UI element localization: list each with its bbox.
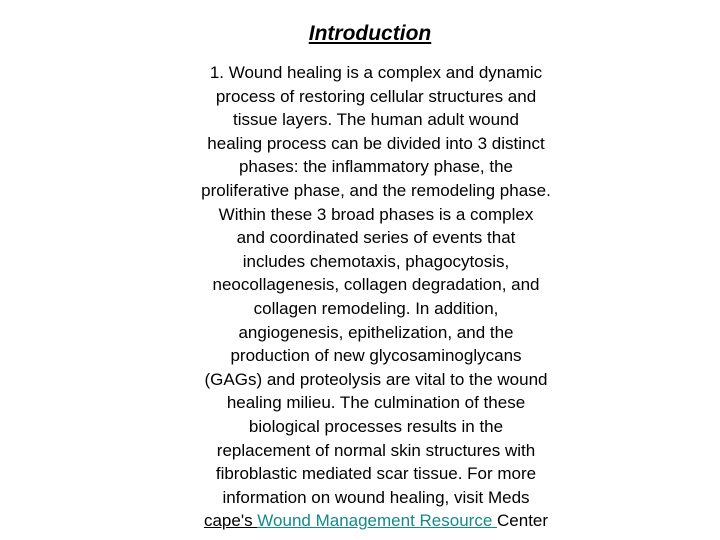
paragraph-line: biological processes results in the	[248, 416, 504, 436]
paragraph-last-line	[158, 509, 594, 533]
paragraph-line: 1. Wound healing is a complex and dynamic	[209, 63, 543, 82]
paragraph-line: (GAGs) and proteolysis are vital to the wound	[204, 369, 548, 389]
paragraph-line: process of restoring cellular structures and	[215, 86, 537, 106]
paragraph-line: phases: the inflammatory phase, the	[238, 157, 514, 177]
wound-management-resource-link[interactable]: Wound Management Resource	[257, 511, 498, 531]
paragraph-line: fibroblastic mediated scar tissue. For more	[215, 464, 537, 484]
paragraph-line: information on wound healing, visit Meds	[222, 487, 530, 507]
paragraph-line: replacement of normal skin structures with	[216, 440, 536, 460]
paragraph-line: Within these 3 broad phases is a complex	[218, 204, 534, 224]
link-prefix-text: cape's	[203, 511, 258, 531]
paragraph-line: healing milieu. The culmination of these	[226, 393, 526, 413]
paragraph-line: neocollagenesis, collagen degradation, and	[212, 275, 540, 295]
paragraph-line: proliferative phase, and the remodeling phase.	[201, 180, 551, 200]
paragraph-line: production of new glycosaminoglycans	[230, 346, 522, 366]
slide-title: Introduction	[308, 22, 432, 45]
paragraph-line: includes chemotaxis, phagocytosis,	[242, 251, 510, 271]
link-suffix-text: Center	[497, 511, 549, 531]
paragraph-line: healing process can be divided into 3 distinct	[207, 133, 545, 153]
intro-paragraph	[158, 61, 594, 533]
paragraph-line: tissue layers. The human adult wound	[232, 110, 520, 130]
paragraph-line: collagen remodeling. In addition,	[253, 298, 499, 318]
paragraph-line: angiogenesis, epithelization, and the	[238, 322, 514, 342]
paragraph-line: and coordinated series of events that	[236, 228, 516, 248]
